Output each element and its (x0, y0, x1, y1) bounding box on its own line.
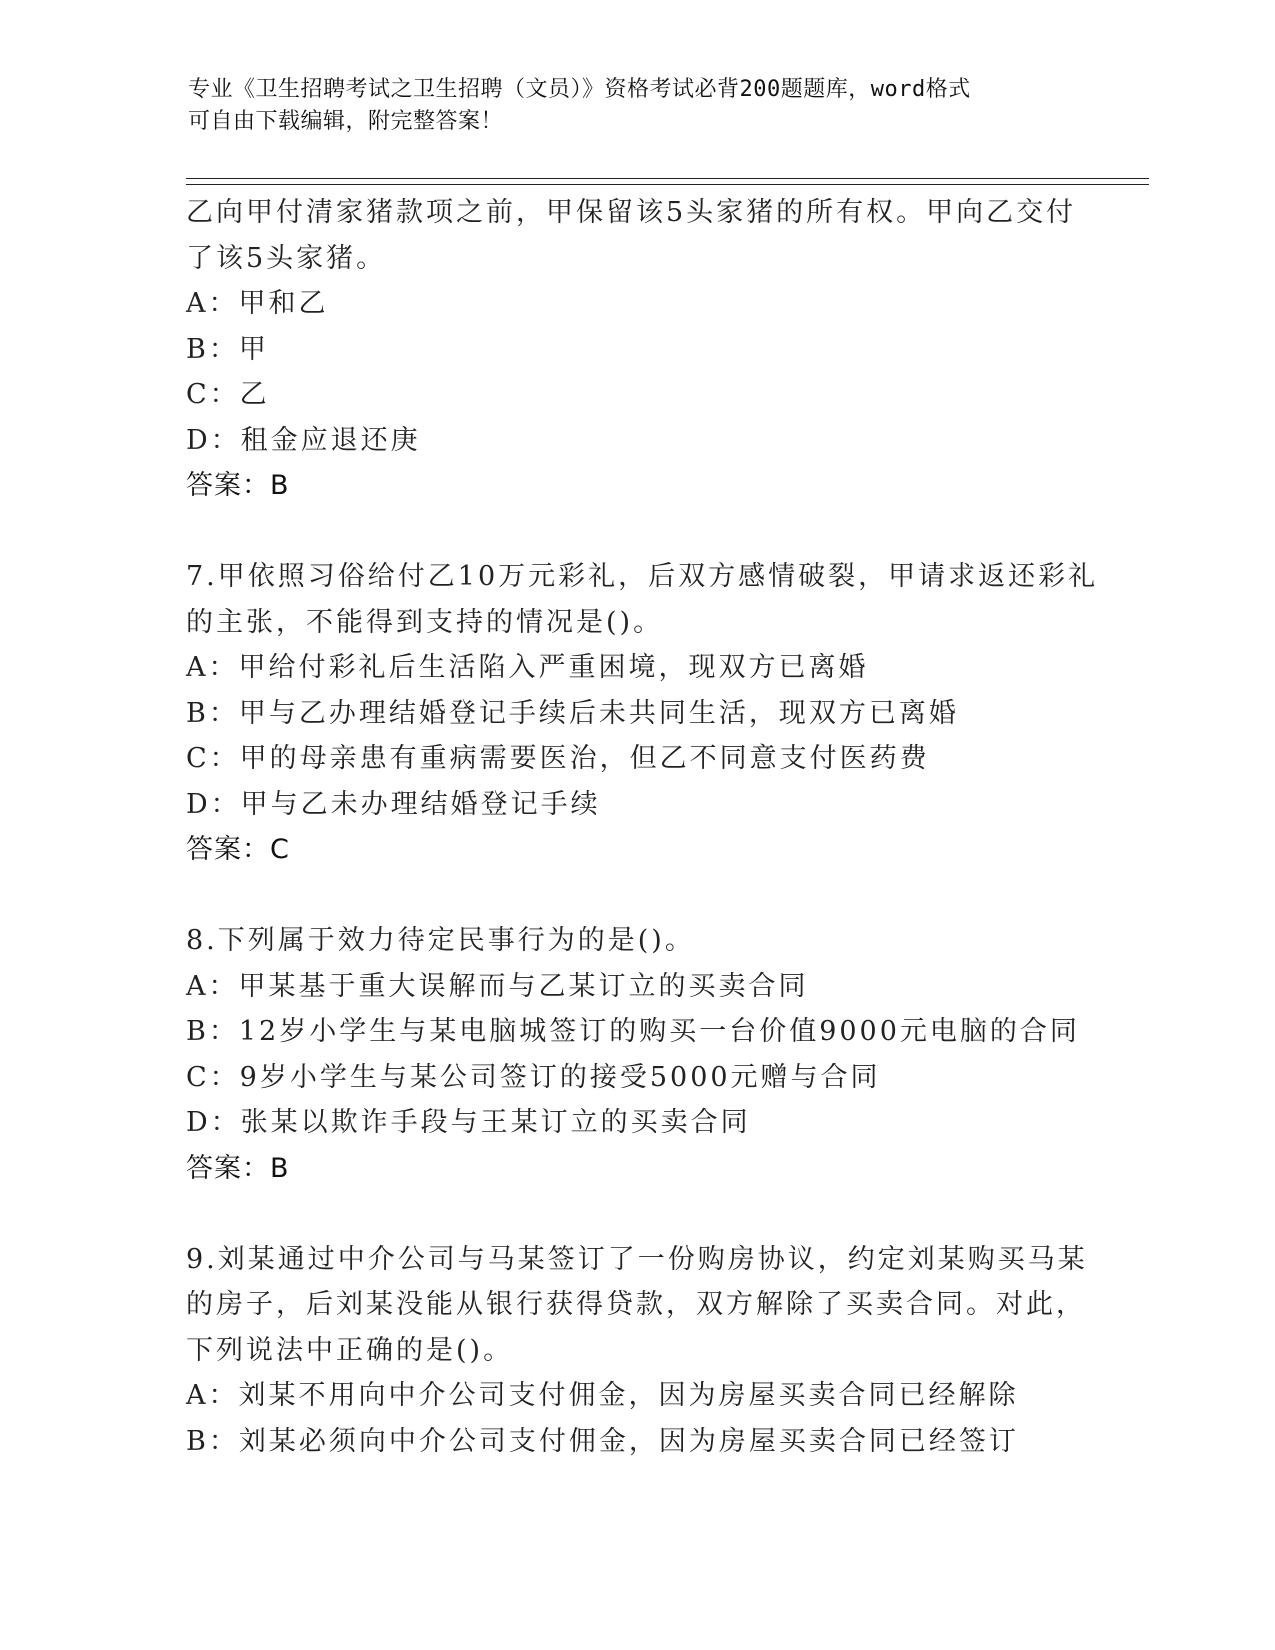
option-a: A：刘某不用向中介公司支付佣金，因为房屋买卖合同已经解除 (186, 1380, 1019, 1411)
question-9 (186, 1237, 1086, 1465)
header-divider-bottom (186, 184, 1149, 185)
option-b: B：甲 (186, 333, 269, 365)
answer: 答案：B (186, 1152, 290, 1184)
spacer (186, 873, 1086, 919)
question-stem-line: 7.甲依照习俗给付乙10万元彩礼，后双方感情破裂，甲请求返还彩礼 (186, 561, 1099, 592)
header-divider-top (186, 178, 1149, 179)
option-c: C：乙 (186, 379, 270, 410)
question-7 (186, 554, 1099, 873)
question-8 (186, 918, 1086, 1191)
option-d: D：甲与乙未办理结婚登记手续 (186, 788, 601, 820)
question-6 (186, 190, 1086, 509)
spacer (186, 509, 1086, 555)
question-stem-line: 的主张，不能得到支持的情况是()。 (186, 606, 664, 638)
option-d: D：租金应退还庚 (186, 424, 421, 456)
spacer (186, 1191, 1086, 1237)
question-stem-line: 9.刘某通过中介公司与马某签订了一份购房协议，约定刘某购买马某 (186, 1243, 1088, 1275)
document-header (188, 74, 1088, 138)
question-stem-line: 的房子，后刘某没能从银行获得贷款，双方解除了买卖合同。对此， (186, 1289, 1086, 1320)
option-a: A：甲和乙 (186, 288, 329, 319)
header-line-1: 专业《卫生招聘考试之卫生招聘（文员）》资格考试必背200题题库，word格式 (188, 77, 971, 102)
option-a: A：甲某基于重大误解而与乙某订立的买卖合同 (186, 970, 809, 1002)
option-a: A：甲给付彩礼后生活陷入严重困境，现双方已离婚 (186, 652, 869, 683)
question-list (186, 190, 1099, 1464)
option-b: B：12岁小学生与某电脑城签订的购买一台价值9000元电脑的合同 (186, 1016, 1080, 1047)
option-b: B：刘某必须向中介公司支付佣金，因为房屋买卖合同已经签订 (186, 1425, 1019, 1457)
option-d: D：张某以欺诈手段与王某订立的买卖合同 (186, 1107, 751, 1138)
header-line-2: 可自由下载编辑，附完整答案！ (188, 109, 504, 134)
option-c: C：9岁小学生与某公司签订的接受5000元赠与合同 (186, 1061, 881, 1093)
answer: 答案：B (186, 470, 290, 501)
question-stem-line: 下列说法中正确的是()。 (186, 1334, 514, 1366)
question-stem-line: 了该5头家猪。 (186, 242, 387, 274)
option-b: B：甲与乙办理结婚登记手续后未共同生活，现双方已离婚 (186, 697, 959, 729)
answer: 答案：C (186, 834, 290, 865)
question-stem-line: 乙向甲付清家猪款项之前，甲保留该5头家猪的所有权。甲向乙交付 (186, 197, 1077, 228)
option-c: C：甲的母亲患有重病需要医治，但乙不同意支付医药费 (186, 743, 930, 774)
question-stem-line: 8.下列属于效力待定民事行为的是()。 (186, 925, 695, 956)
